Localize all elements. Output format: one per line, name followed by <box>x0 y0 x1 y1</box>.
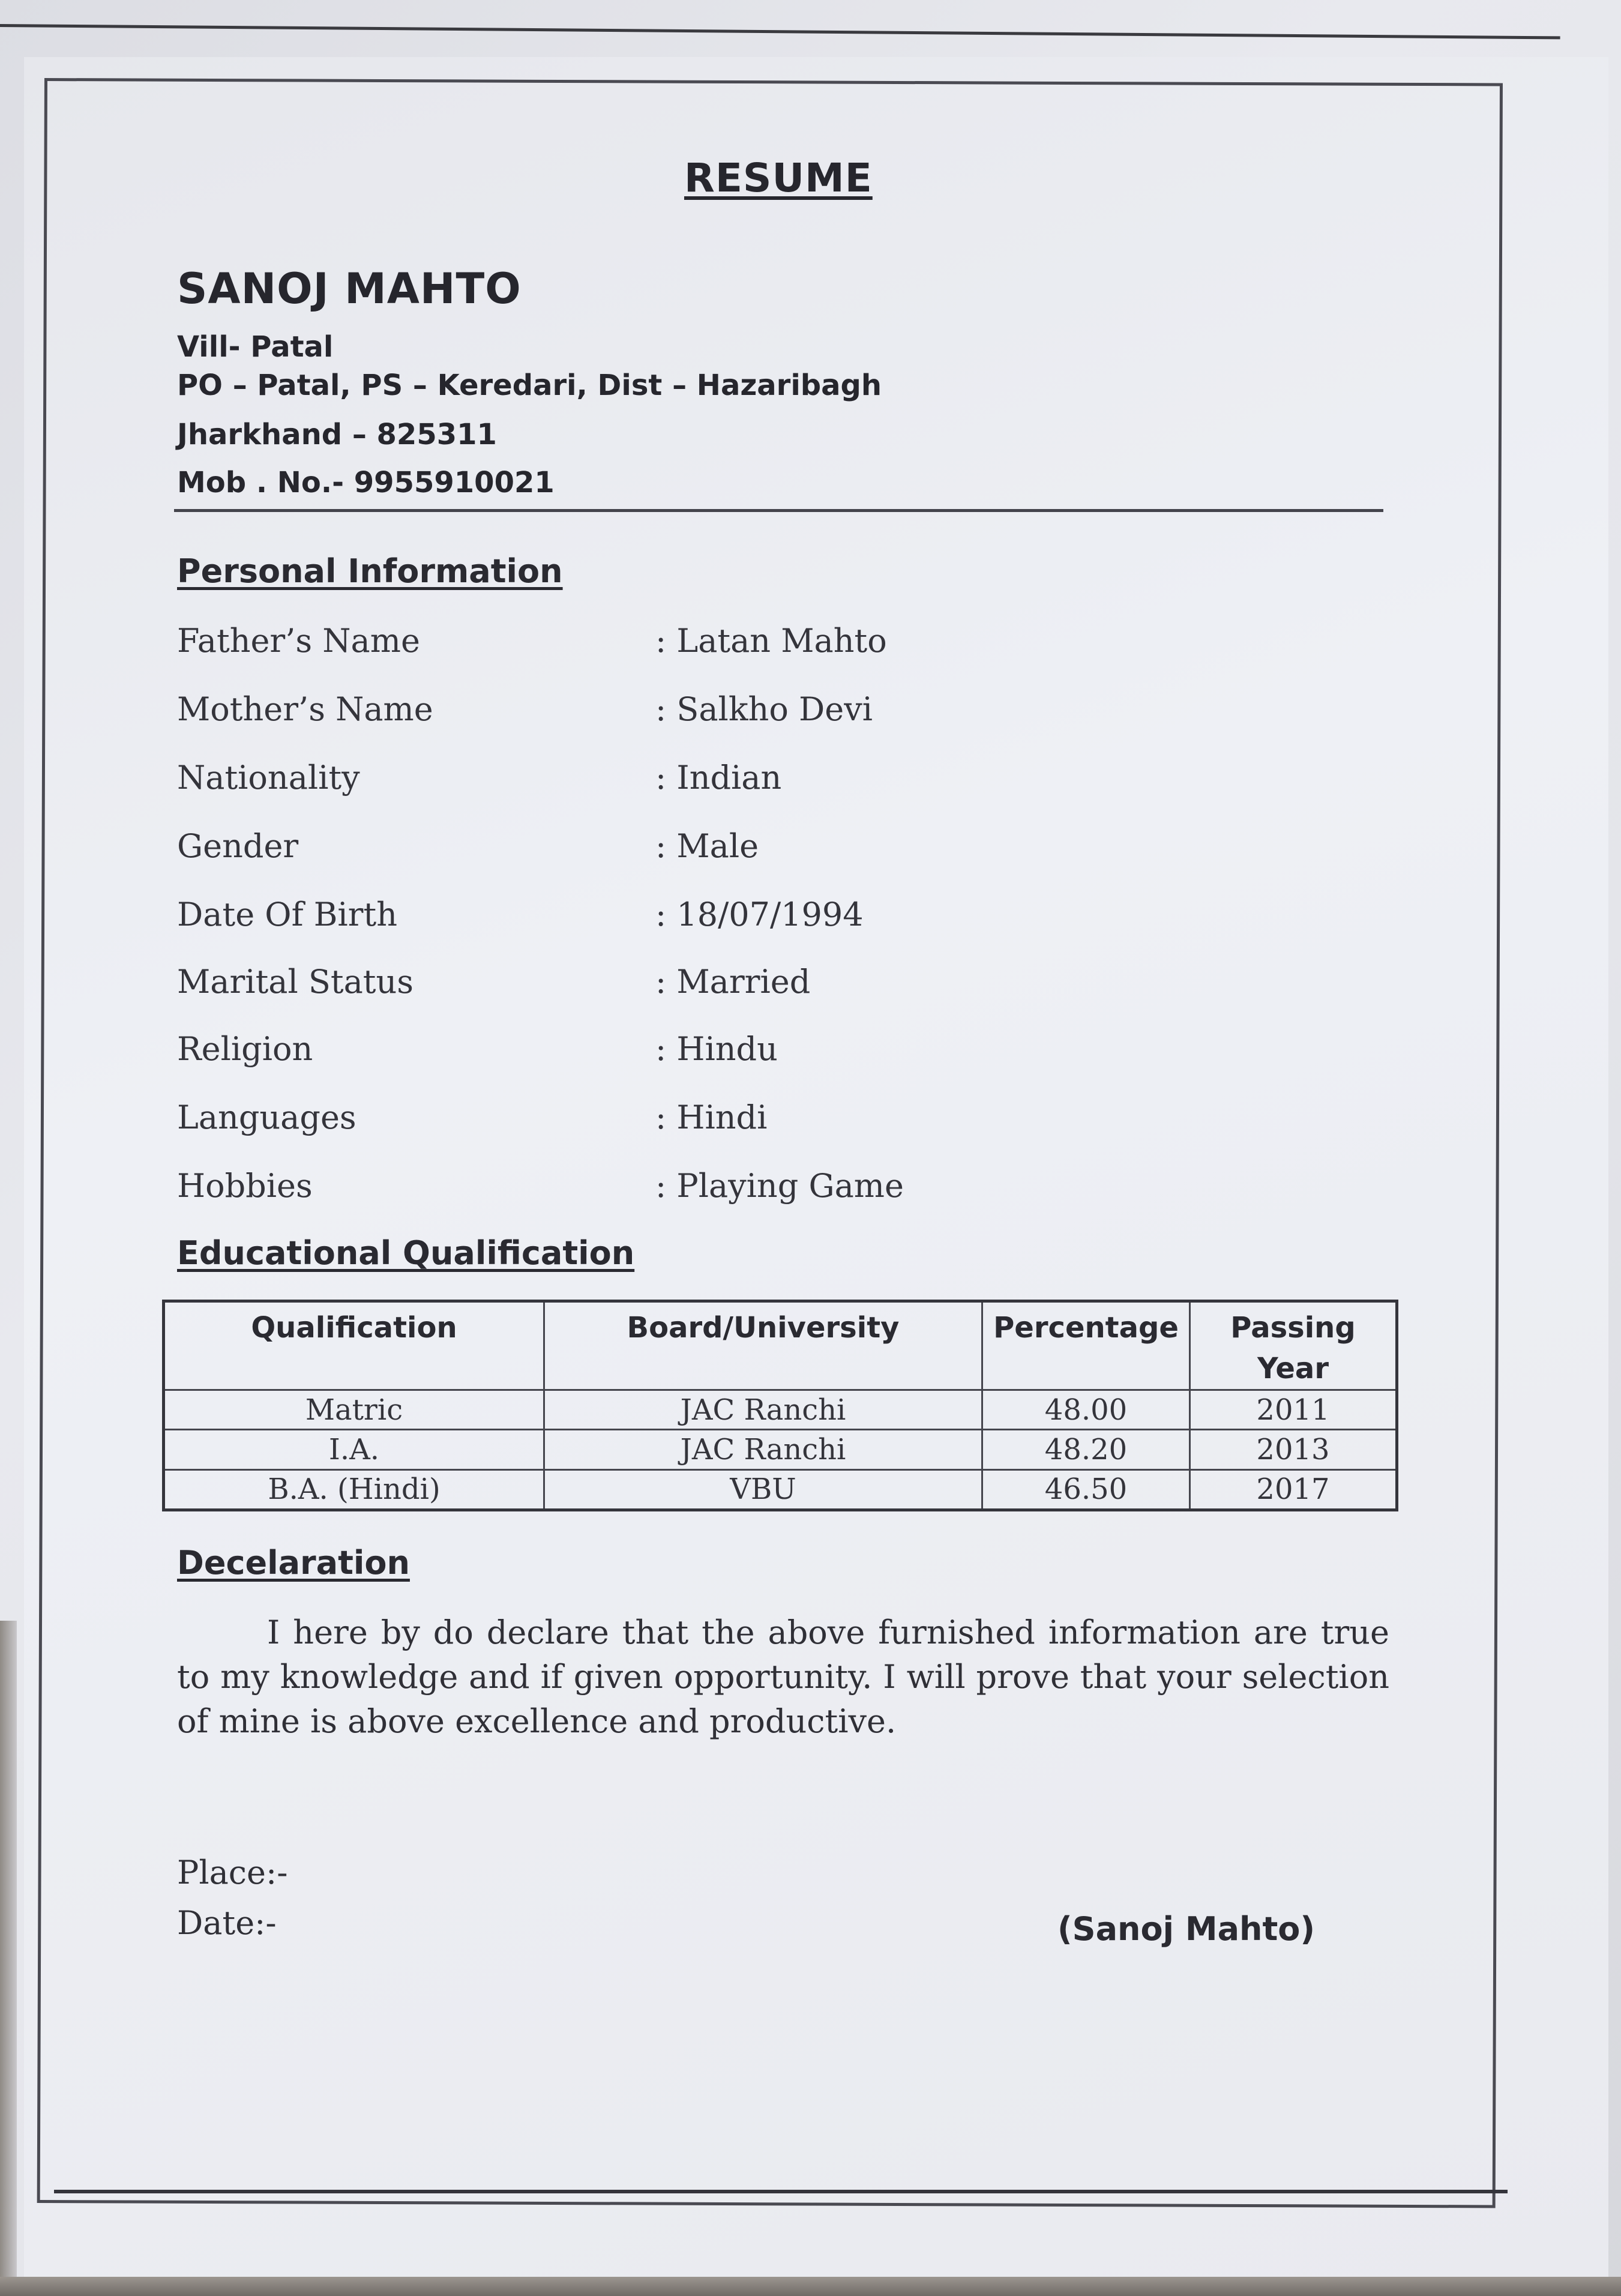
table-row <box>164 1469 1397 1510</box>
board-cell: JAC Ranchi <box>544 1430 982 1469</box>
header-divider <box>174 509 1383 512</box>
languages-label: Languages <box>177 1098 356 1136</box>
religion-label: Religion <box>177 1030 313 1068</box>
education-table <box>162 1300 1398 1511</box>
date-of-birth-value: : 18/07/1994 <box>655 896 864 933</box>
table-row <box>164 1390 1397 1430</box>
religion-value: : Hindu <box>655 1030 778 1068</box>
marital-status-label: Marital Status <box>177 963 414 1001</box>
applicant-name: SANOJ MAHTO <box>177 264 522 313</box>
hobbies-label: Hobbies <box>177 1167 313 1205</box>
column-header-passing-year: Passing Year <box>1190 1301 1397 1390</box>
place-label: Place:- <box>177 1854 288 1891</box>
passing-year-cell: 2017 <box>1190 1469 1397 1510</box>
mobile-number: Mob . No.- 9955910021 <box>177 466 555 499</box>
column-header-percentage: Percentage <box>982 1301 1190 1390</box>
percentage-cell: 46.50 <box>982 1469 1190 1510</box>
qualification-cell: Matric <box>164 1390 544 1430</box>
signature-name: (Sanoj Mahto) <box>1057 1910 1316 1948</box>
mother-name-value: : Salkho Devi <box>655 690 873 728</box>
date-label: Date:- <box>177 1904 277 1942</box>
qualification-cell: B.A. (Hindi) <box>164 1469 544 1510</box>
declaration-text: I here by do declare that the above furnished information are true to my knowledge and if given opportunity. I will prove that your selection of mine is above excellence and productive. <box>177 1614 1389 1740</box>
board-cell: JAC Ranchi <box>544 1390 982 1430</box>
marital-status-value: : Married <box>655 963 811 1001</box>
personal-information-heading: Personal Information <box>177 552 563 590</box>
qualification-cell: I.A. <box>164 1430 544 1469</box>
gender-label: Gender <box>177 827 299 865</box>
address-line-village: Vill- Patal <box>177 330 334 364</box>
floor-background <box>0 2277 1621 2296</box>
languages-value: : Hindi <box>655 1098 768 1136</box>
board-cell: VBU <box>544 1469 982 1510</box>
table-header-row <box>164 1301 1397 1390</box>
column-header-board: Board/University <box>544 1301 982 1390</box>
mother-name-label: Mother’s Name <box>177 690 433 728</box>
document-title: RESUME <box>684 155 873 201</box>
page-bottom-border <box>54 2190 1508 2193</box>
address-line-state: Jharkhand – 825311 <box>177 418 497 451</box>
percentage-cell: 48.20 <box>982 1430 1190 1469</box>
background-surface <box>0 1621 17 2296</box>
nationality-value: : Indian <box>655 759 782 797</box>
underlying-page-edge <box>0 0 1560 39</box>
column-header-qualification: Qualification <box>164 1301 544 1390</box>
father-name-label: Father’s Name <box>177 622 420 660</box>
passing-year-cell: 2013 <box>1190 1430 1397 1469</box>
educational-qualification-heading: Educational Qualification <box>177 1234 635 1272</box>
passing-year-cell: 2011 <box>1190 1390 1397 1430</box>
nationality-label: Nationality <box>177 759 360 797</box>
gender-value: : Male <box>655 827 759 865</box>
percentage-cell: 48.00 <box>982 1390 1190 1430</box>
declaration-heading: Decelaration <box>177 1544 410 1582</box>
date-of-birth-label: Date Of Birth <box>177 896 397 933</box>
address-line-po: PO – Patal, PS – Keredari, Dist – Hazaribagh <box>177 369 882 402</box>
hobbies-value: : Playing Game <box>655 1167 904 1205</box>
table-row <box>164 1430 1397 1469</box>
father-name-value: : Latan Mahto <box>655 622 887 660</box>
